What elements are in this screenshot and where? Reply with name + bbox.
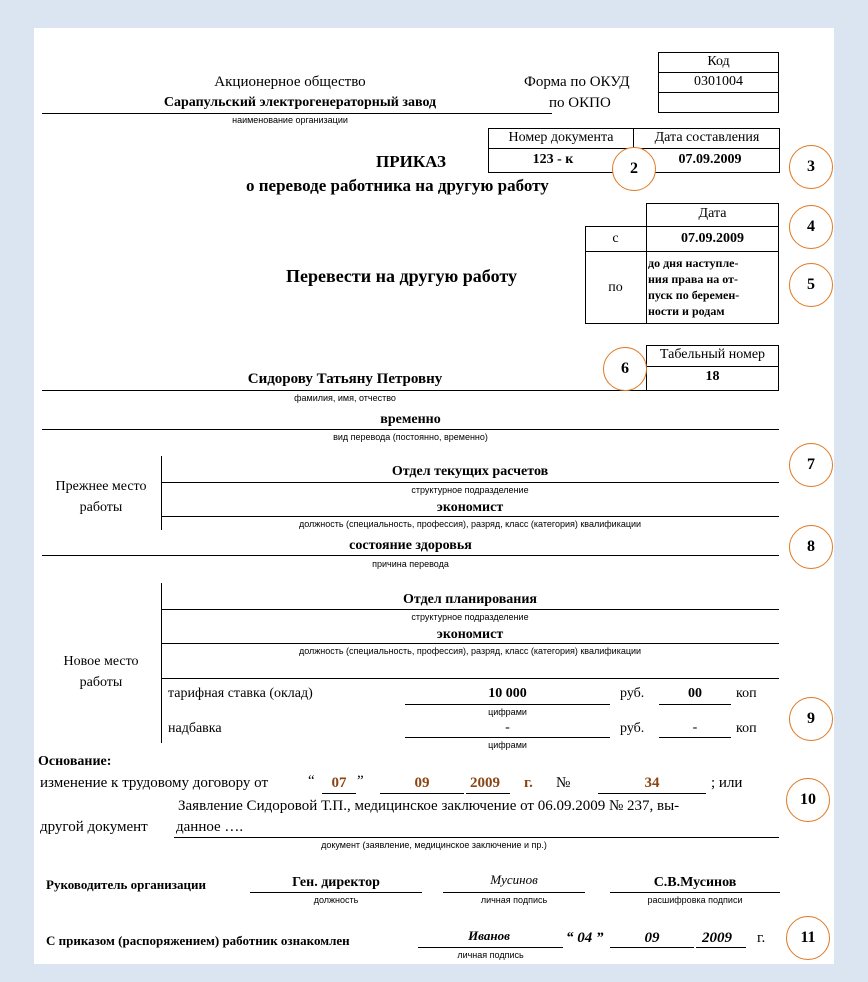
- or-text: ; или: [711, 775, 743, 791]
- doc-number-label: Номер документа: [508, 130, 614, 145]
- tabel-box-row-line: [646, 366, 779, 367]
- bonus-label: надбавка: [168, 721, 222, 736]
- transfer-type-caption: вид перевода (постоянно, временно): [333, 432, 488, 442]
- org-caption: наименование организации: [232, 115, 348, 125]
- tabel-label: Табельный номер: [659, 347, 766, 362]
- contract-year-abbr: г.: [524, 775, 533, 791]
- ack-day: “ 04 ”: [566, 930, 604, 946]
- quote-open: “: [308, 773, 315, 789]
- bonus-kop: -: [692, 720, 698, 735]
- ack-year-line: [696, 947, 746, 948]
- new-place-extra-line: [161, 678, 779, 679]
- head-label: Руководитель организации: [46, 877, 206, 892]
- marker-6: 6: [603, 347, 647, 391]
- prev-place-label-line: работы: [79, 500, 123, 515]
- basis-label: Основание:: [38, 754, 112, 769]
- okud-code: 0301004: [694, 74, 743, 89]
- marker-3: 3: [789, 145, 833, 189]
- order-subtitle: о переводе работника на другую работу: [246, 176, 549, 195]
- rate-kop-line: [659, 704, 731, 705]
- from-label: с: [612, 231, 619, 246]
- ack-year-abbr: г.: [757, 930, 766, 946]
- other-doc-line2: данное ….: [176, 819, 244, 835]
- org-type: Акционерное общество: [214, 74, 366, 90]
- prev-place-label: [40, 476, 162, 518]
- new-department-line: [161, 609, 779, 610]
- prev-department-caption: структурное подразделение: [411, 485, 529, 495]
- marker-8: 8: [789, 525, 833, 569]
- code-box-row-line: [658, 72, 779, 73]
- new-department-caption: структурное подразделение: [411, 612, 529, 622]
- rate-kop-label: коп: [736, 686, 757, 701]
- code-box-row-line: [658, 92, 779, 93]
- new-position-line: [161, 643, 779, 644]
- new-place-label-line: работы: [79, 675, 123, 690]
- rate-digits-caption: цифрами: [488, 707, 527, 717]
- bonus-kop-label: коп: [736, 721, 757, 736]
- contract-month-line: [380, 793, 464, 794]
- rate-kop: 00: [688, 686, 702, 701]
- prev-position: экономист: [436, 500, 504, 515]
- marker-5: 5: [789, 263, 833, 307]
- to-value-line: до дня наступле-: [648, 256, 739, 270]
- bonus-kop-line: [659, 737, 731, 738]
- head-signature-caption: личная подпись: [480, 895, 548, 905]
- rate-rub-label: руб.: [620, 686, 645, 701]
- quote-close: ”: [357, 773, 364, 789]
- employee-name-line: [42, 390, 647, 391]
- transfer-heading: Перевести на другую работу: [286, 266, 517, 286]
- to-value-line: ности и родам: [648, 304, 725, 318]
- ack-month-line: [610, 947, 694, 948]
- contract-number-line: [598, 793, 706, 794]
- to-value-line: пуск по беремен-: [648, 288, 740, 302]
- employee-caption: фамилия, имя, отчество: [294, 393, 396, 403]
- marker-2: 2: [612, 147, 656, 191]
- new-place-label-line: Новое место: [63, 654, 139, 669]
- ack-signature-line: [418, 947, 563, 948]
- new-position: экономист: [436, 627, 504, 642]
- prev-position-caption: должность (специальность, профессия), разряд, класс (категория) квалификации: [298, 519, 642, 529]
- other-doc-line1: Заявление Сидоровой Т.П., медицинское заключение от 06.09.2009 № 237, вы-: [178, 798, 680, 814]
- to-value: [648, 255, 739, 319]
- head-name: С.В.Мусинов: [653, 875, 737, 890]
- bonus-value-line: [405, 737, 610, 738]
- ack-signature: Иванов: [468, 928, 510, 943]
- rate-value-line: [405, 704, 610, 705]
- head-signature-line: [443, 892, 585, 893]
- head-name-caption: расшифровка подписи: [647, 895, 743, 905]
- to-value-line: ния права на от-: [648, 272, 739, 286]
- rate-value: 10 000: [488, 686, 527, 701]
- bonus-digits-caption: цифрами: [488, 740, 527, 750]
- ack-month: 09: [644, 930, 660, 946]
- doc-date-label: Дата составления: [654, 130, 760, 145]
- okpo-label: по ОКПО: [549, 95, 611, 111]
- contract-month: 09: [414, 775, 430, 791]
- bonus-value: -: [505, 720, 510, 735]
- rate-label: тарифная ставка (оклад): [168, 686, 313, 701]
- reason-line: [42, 555, 779, 556]
- head-name-line: [610, 892, 780, 893]
- marker-7: 7: [789, 443, 833, 487]
- prev-department-line: [161, 482, 779, 483]
- transfer-type-line: [42, 429, 779, 430]
- marker-4: 4: [789, 205, 833, 249]
- marker-11: 11: [786, 916, 830, 960]
- marker-9: 9: [789, 697, 833, 741]
- head-position-caption: должность: [313, 895, 359, 905]
- marker-10: 10: [786, 778, 830, 822]
- org-name-line: [42, 113, 552, 114]
- bonus-rub-label: руб.: [620, 721, 645, 736]
- employee-name: Сидорову Татьяну Петровну: [247, 371, 443, 387]
- new-position-caption: должность (специальность, профессия), разряд, класс (категория) квалификации: [298, 646, 642, 656]
- head-signature: Мусинов: [490, 872, 538, 887]
- new-place-label: [40, 651, 162, 693]
- transfer-type: временно: [380, 412, 441, 427]
- head-position-line: [250, 892, 422, 893]
- doc-number: 123 - к: [532, 152, 574, 167]
- doc-date: 07.09.2009: [678, 152, 742, 167]
- org-name: Сарапульский электрогенераторный завод: [163, 95, 437, 110]
- to-label: по: [608, 280, 623, 295]
- ack-year: 2009: [702, 930, 732, 946]
- contract-day-line: [322, 793, 356, 794]
- contract-year-line: [466, 793, 510, 794]
- number-sign: №: [556, 775, 571, 791]
- reason-caption: причина перевода: [372, 559, 449, 569]
- ack-signature-caption: личная подпись: [457, 950, 524, 960]
- new-department: Отдел планирования: [403, 592, 537, 607]
- okud-label: Форма по ОКУД: [524, 74, 630, 90]
- order-title: ПРИКАЗ: [376, 152, 446, 171]
- code-header: Код: [707, 54, 730, 69]
- transfer-dates-row-line: [585, 251, 779, 252]
- prev-department: Отдел текущих расчетов: [391, 464, 549, 479]
- head-position: Ген. директор: [292, 875, 380, 890]
- tabel-number: 18: [705, 369, 720, 384]
- other-doc-caption: документ (заявление, медицинское заключение и пр.): [321, 840, 547, 850]
- prev-position-line: [161, 516, 779, 517]
- prev-place-label-line: Прежнее место: [55, 479, 147, 494]
- contract-number: 34: [644, 775, 660, 791]
- from-date: 07.09.2009: [681, 231, 744, 246]
- contract-day: 07: [331, 775, 347, 791]
- ack-label: С приказом (распоряжением) работник ознакомлен: [46, 933, 350, 948]
- date-header: Дата: [698, 206, 727, 221]
- contract-change-text: изменение к трудовому договору от: [40, 775, 269, 791]
- reason: состояние здоровья: [349, 538, 472, 553]
- other-doc-label: другой документ: [40, 819, 148, 835]
- contract-year: 2009: [470, 775, 500, 791]
- other-doc-line: [174, 837, 779, 838]
